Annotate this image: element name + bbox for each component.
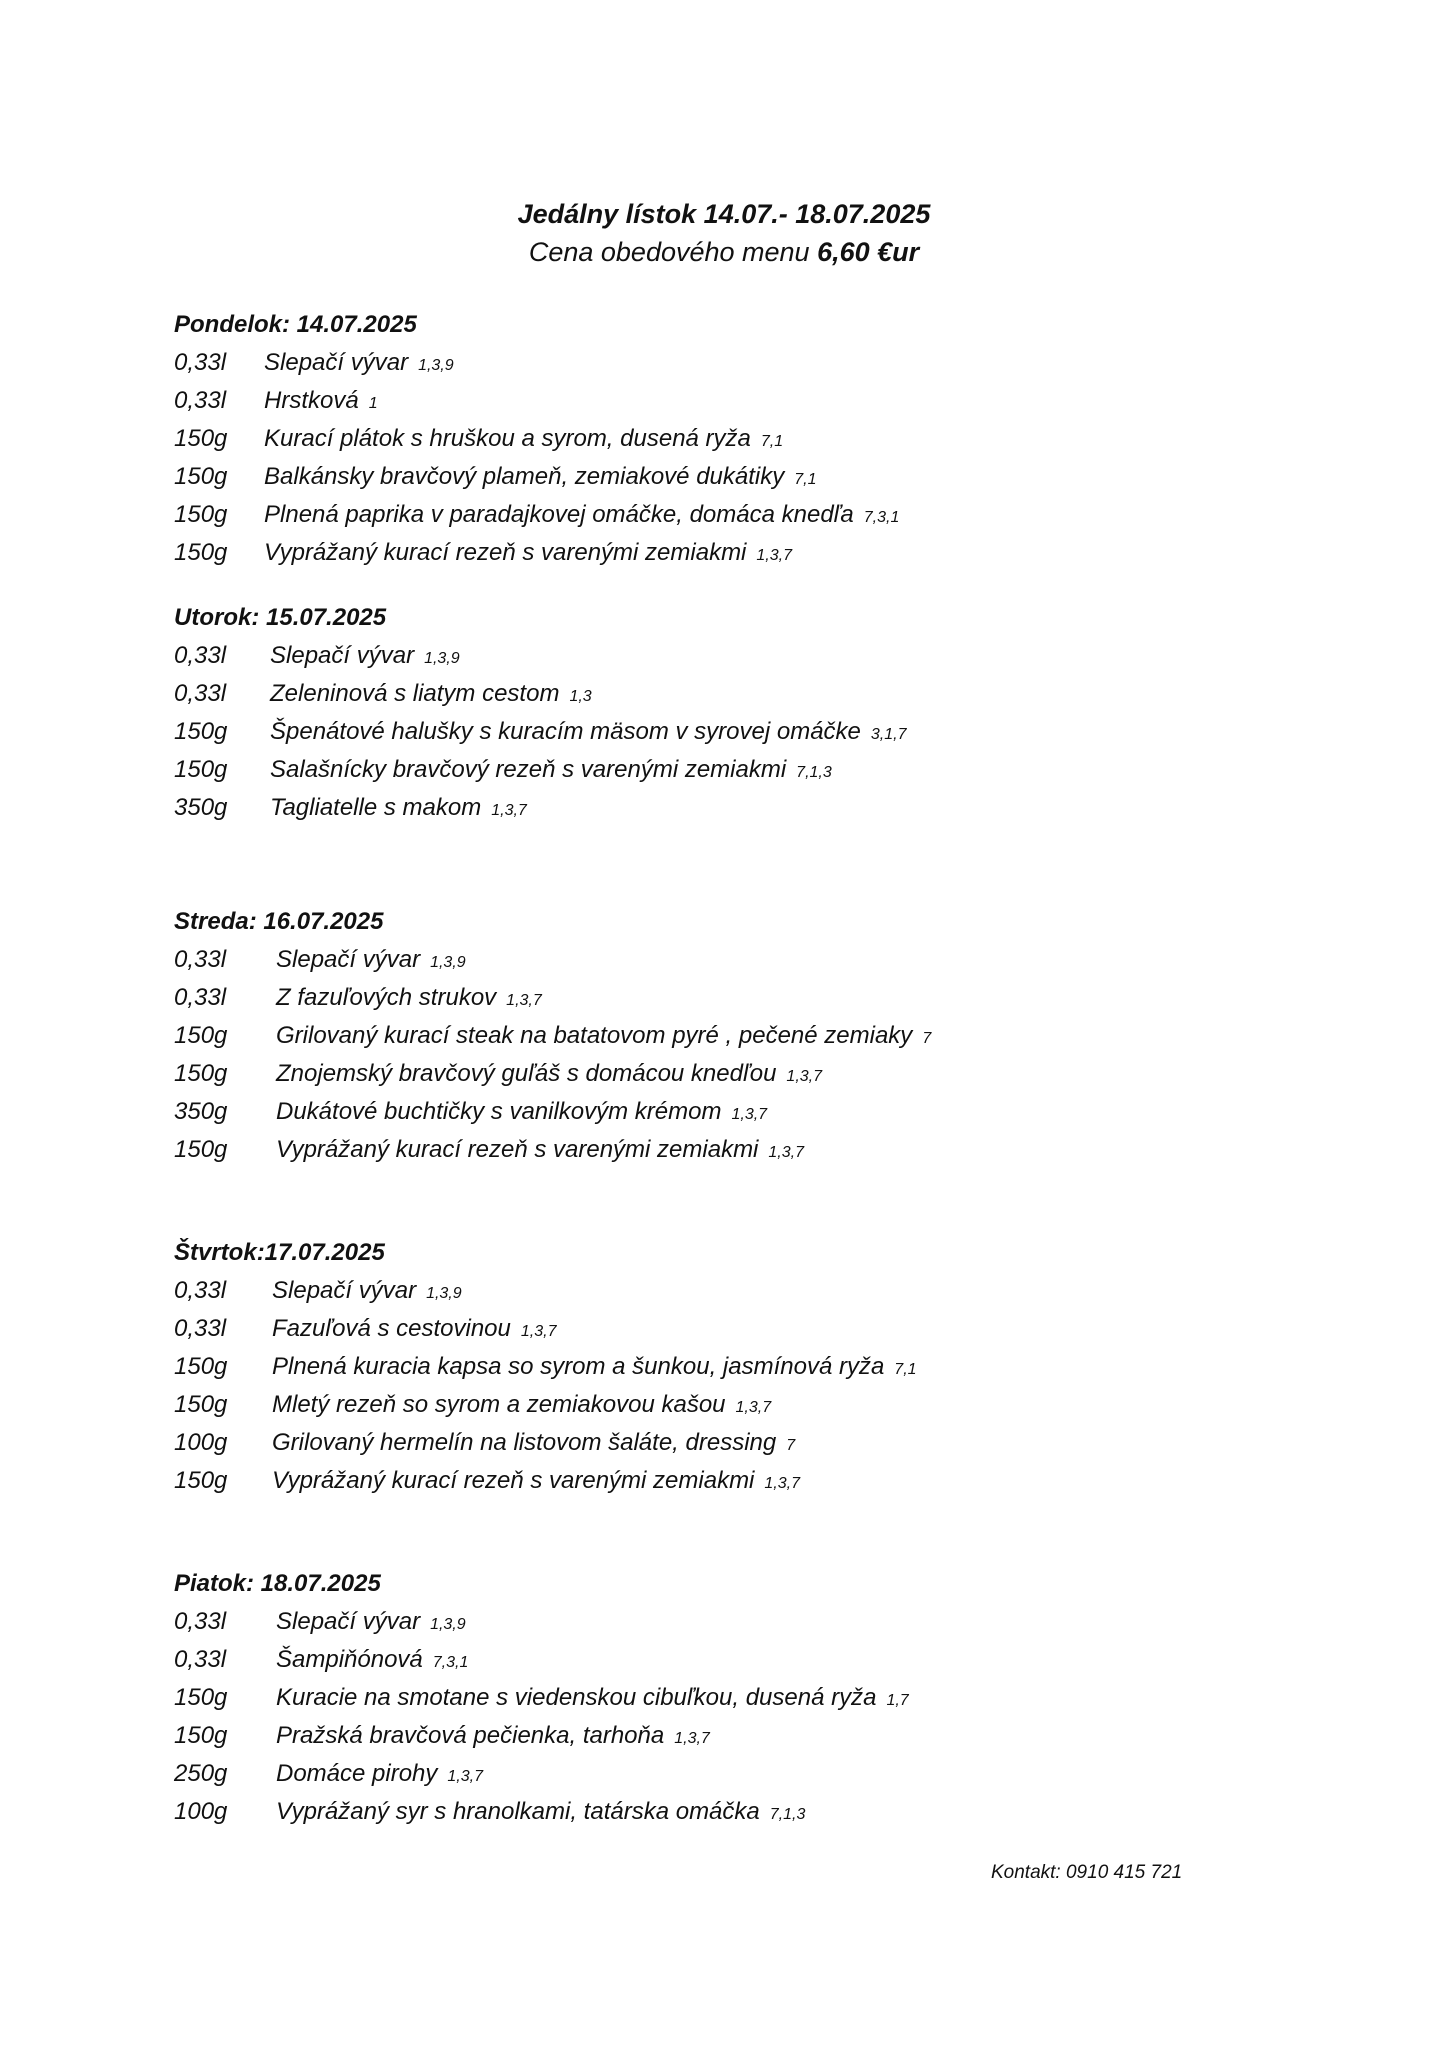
- item-allergens: 7,1,3: [796, 764, 832, 781]
- item-name: Slepačí vývar: [276, 1608, 421, 1635]
- item-name: Vyprážaný kurací rezeň s varenými zemiakmi: [276, 1136, 759, 1163]
- item-allergens: 1,3,7: [520, 1323, 557, 1340]
- item-name: Zeleninová s liatym cestom: [270, 680, 560, 707]
- item-quantity: 150g: [174, 718, 228, 745]
- item-name-wrap: [264, 458, 816, 499]
- item-name-wrap: [272, 1386, 771, 1427]
- item-name-wrap: [276, 1793, 805, 1834]
- item-quantity: 150g: [174, 425, 228, 452]
- item-quantity: 150g: [174, 501, 228, 528]
- item-name-wrap: [272, 1424, 795, 1465]
- item-allergens: 7: [786, 1437, 796, 1454]
- item-allergens: 1,3: [569, 688, 592, 705]
- item-name: Znojemský bravčový guľáš s domácou knedľou: [276, 1060, 777, 1087]
- menu-item: [174, 1603, 1274, 1641]
- item-allergens: 1,3,7: [491, 802, 527, 819]
- item-quantity: 0,33l: [174, 1646, 227, 1673]
- item-allergens: 1,3,7: [731, 1106, 768, 1123]
- item-allergens: 1,7: [886, 1692, 909, 1709]
- item-name: Vyprážaný kurací rezeň s varenými zemiakmi: [264, 539, 747, 566]
- item-name-wrap: [264, 382, 378, 423]
- menu-item: [174, 420, 1274, 458]
- item-name: Hrstková: [264, 387, 359, 414]
- item-name-wrap: [276, 1017, 931, 1058]
- item-allergens: 1,3,7: [735, 1399, 772, 1416]
- item-name: Z fazuľových strukov: [276, 984, 497, 1011]
- menu-item: [174, 1386, 1274, 1424]
- item-name-wrap: [276, 1603, 466, 1644]
- menu-price-line: [0, 237, 1448, 268]
- item-name-wrap: [270, 675, 592, 716]
- menu-item: [174, 1462, 1274, 1500]
- item-name-wrap: [272, 1310, 556, 1351]
- item-name: Plnená paprika v paradajkovej omáčke, domáca knedľa: [264, 501, 854, 528]
- item-quantity: 150g: [174, 1136, 228, 1163]
- item-quantity: 350g: [174, 1098, 228, 1125]
- day-title: Pondelok: 14.07.2025: [174, 311, 417, 338]
- item-allergens: 7,1: [894, 1361, 917, 1378]
- day-title: Štvrtok:17.07.2025: [174, 1239, 385, 1266]
- item-quantity: 0,33l: [174, 642, 227, 669]
- menu-item: [174, 1093, 1274, 1131]
- contact-info: Kontakt: 0910 415 721: [991, 1862, 1183, 1883]
- item-name: Šampiňónová: [276, 1646, 423, 1673]
- item-name: Pražská bravčová pečienka, tarhoňa: [276, 1722, 665, 1749]
- item-quantity: 150g: [174, 1684, 228, 1711]
- item-quantity: 0,33l: [174, 387, 227, 414]
- item-name-wrap: [270, 637, 460, 678]
- day-section: [174, 1234, 1274, 1500]
- item-quantity: 150g: [174, 1060, 228, 1087]
- menu-item: [174, 1717, 1274, 1755]
- item-allergens: 1,3,9: [418, 357, 454, 374]
- menu-item: [174, 458, 1274, 496]
- item-quantity: 150g: [174, 463, 228, 490]
- item-name-wrap: [264, 344, 454, 385]
- item-name: Kuracie na smotane s viedenskou cibuľkou, dusená ryža: [276, 1684, 877, 1711]
- item-name: Dukátové buchtičky s vanilkovým krémom: [276, 1098, 722, 1125]
- item-name-wrap: [272, 1272, 462, 1313]
- menu-item: [174, 382, 1274, 420]
- item-name: Mletý rezeň so syrom a zemiakovou kašou: [272, 1391, 726, 1418]
- item-allergens: 1,3,9: [426, 1285, 462, 1302]
- item-name-wrap: [270, 789, 527, 830]
- menu-item: [174, 1641, 1274, 1679]
- item-allergens: 7,1: [794, 471, 817, 488]
- menu-item: [174, 1055, 1274, 1093]
- item-name: Salašnícky bravčový rezeň s varenými zemiakmi: [270, 756, 787, 783]
- item-name-wrap: [264, 496, 899, 537]
- item-quantity: 350g: [174, 794, 228, 821]
- menu-item: [174, 713, 1274, 751]
- item-allergens: 1,3,7: [768, 1144, 804, 1161]
- item-quantity: 100g: [174, 1798, 228, 1825]
- item-allergens: 7,3,1: [863, 509, 900, 526]
- menu-item: [174, 675, 1274, 713]
- day-section: [174, 1565, 1274, 1831]
- menu-item: [174, 979, 1274, 1017]
- menu-item: [174, 1017, 1274, 1055]
- item-allergens: 7,1: [760, 433, 784, 450]
- day-section: [174, 306, 1274, 572]
- item-name: Tagliatelle s makom: [270, 794, 482, 821]
- item-quantity: 0,33l: [174, 946, 227, 973]
- item-quantity: 0,33l: [174, 1315, 227, 1342]
- item-name: Kurací plátok s hruškou a syrom, dusená ryža: [264, 425, 751, 452]
- item-allergens: 7: [922, 1030, 932, 1047]
- item-quantity: 0,33l: [174, 1277, 227, 1304]
- menu-item: [174, 1679, 1274, 1717]
- item-name: Slepačí vývar: [272, 1277, 417, 1304]
- menu-item: [174, 496, 1274, 534]
- item-name-wrap: [276, 1093, 767, 1134]
- item-allergens: 1,3,7: [764, 1475, 800, 1492]
- menu-price: 6,60 €ur: [817, 237, 920, 267]
- item-allergens: 3,1,7: [870, 726, 907, 743]
- item-quantity: 0,33l: [174, 680, 227, 707]
- item-name: Vyprážaný syr s hranolkami, tatárska omáčka: [276, 1798, 760, 1825]
- item-quantity: 0,33l: [174, 349, 227, 376]
- menu-item: [174, 751, 1274, 789]
- menu-item: [174, 1793, 1274, 1831]
- menu-item: [174, 941, 1274, 979]
- menu-item: [174, 534, 1274, 572]
- item-allergens: 1: [368, 395, 378, 412]
- item-name: Fazuľová s cestovinou: [272, 1315, 511, 1342]
- item-name-wrap: [276, 979, 542, 1020]
- item-allergens: 1,3,9: [424, 650, 460, 667]
- item-name-wrap: [264, 420, 783, 461]
- item-quantity: 250g: [174, 1760, 228, 1787]
- day-title: Piatok: 18.07.2025: [174, 1570, 381, 1597]
- item-allergens: 1,3,7: [674, 1730, 710, 1747]
- item-allergens: 1,3,7: [447, 1768, 483, 1785]
- item-quantity: 0,33l: [174, 984, 227, 1011]
- item-quantity: 150g: [174, 539, 228, 566]
- item-allergens: 7,1,3: [769, 1806, 806, 1823]
- item-name-wrap: [276, 941, 466, 982]
- day-title: Utorok: 15.07.2025: [174, 604, 387, 631]
- menu-item: [174, 1348, 1274, 1386]
- item-name-wrap: [270, 713, 907, 754]
- item-name: Grilovaný kurací steak na batatovom pyré , pečené zemiaky: [276, 1022, 913, 1049]
- menu-item: [174, 344, 1274, 382]
- menu-item: [174, 789, 1274, 827]
- item-name-wrap: [276, 1755, 483, 1796]
- menu-item: [174, 1310, 1274, 1348]
- item-allergens: 7,3,1: [432, 1654, 469, 1671]
- item-name: Slepačí vývar: [264, 349, 409, 376]
- item-name: Vyprážaný kurací rezeň s varenými zemiakmi: [272, 1467, 755, 1494]
- item-name-wrap: [270, 751, 832, 792]
- item-name: Slepačí vývar: [276, 946, 421, 973]
- item-name-wrap: [276, 1641, 468, 1682]
- item-quantity: 100g: [174, 1429, 228, 1456]
- item-allergens: 1,3,7: [786, 1068, 823, 1085]
- item-quantity: 150g: [174, 1022, 228, 1049]
- item-name-wrap: [276, 1055, 822, 1096]
- item-name-wrap: [264, 534, 792, 575]
- item-name-wrap: [272, 1348, 917, 1389]
- menu-title: Jedálny lístok 14.07.- 18.07.2025: [517, 199, 931, 229]
- item-name: Špenátové halušky s kuracím mäsom v syrovej omáčke: [270, 718, 861, 745]
- item-quantity: 150g: [174, 1353, 228, 1380]
- day-section: [174, 599, 1274, 827]
- item-allergens: 1,3,7: [506, 992, 542, 1009]
- menu-item: [174, 1272, 1274, 1310]
- item-name: Slepačí vývar: [270, 642, 415, 669]
- menu-item: [174, 1131, 1274, 1169]
- item-quantity: 0,33l: [174, 1608, 227, 1635]
- price-label: Cena obedového menu: [528, 237, 810, 267]
- item-allergens: 1,3,9: [430, 954, 466, 971]
- item-name: Plnená kuracia kapsa so syrom a šunkou, jasmínová ryža: [272, 1353, 885, 1380]
- item-name-wrap: [276, 1679, 909, 1720]
- item-name-wrap: [272, 1462, 800, 1503]
- item-name-wrap: [276, 1717, 710, 1758]
- day-section: [174, 903, 1274, 1169]
- item-quantity: 150g: [174, 1467, 228, 1494]
- menu-item: [174, 1424, 1274, 1462]
- item-name: Grilovaný hermelín na listovom šaláte, dressing: [272, 1429, 777, 1456]
- menu-item: [174, 1755, 1274, 1793]
- item-allergens: 1,3,7: [756, 547, 792, 564]
- day-title: Streda: 16.07.2025: [174, 908, 384, 935]
- item-name: Balkánsky bravčový plameň, zemiakové dukátiky: [264, 463, 785, 490]
- item-quantity: 150g: [174, 756, 228, 783]
- item-allergens: 1,3,9: [430, 1616, 466, 1633]
- item-quantity: 150g: [174, 1391, 228, 1418]
- item-name-wrap: [276, 1131, 804, 1172]
- item-quantity: 150g: [174, 1722, 228, 1749]
- item-name: Domáce pirohy: [276, 1760, 438, 1787]
- menu-item: [174, 637, 1274, 675]
